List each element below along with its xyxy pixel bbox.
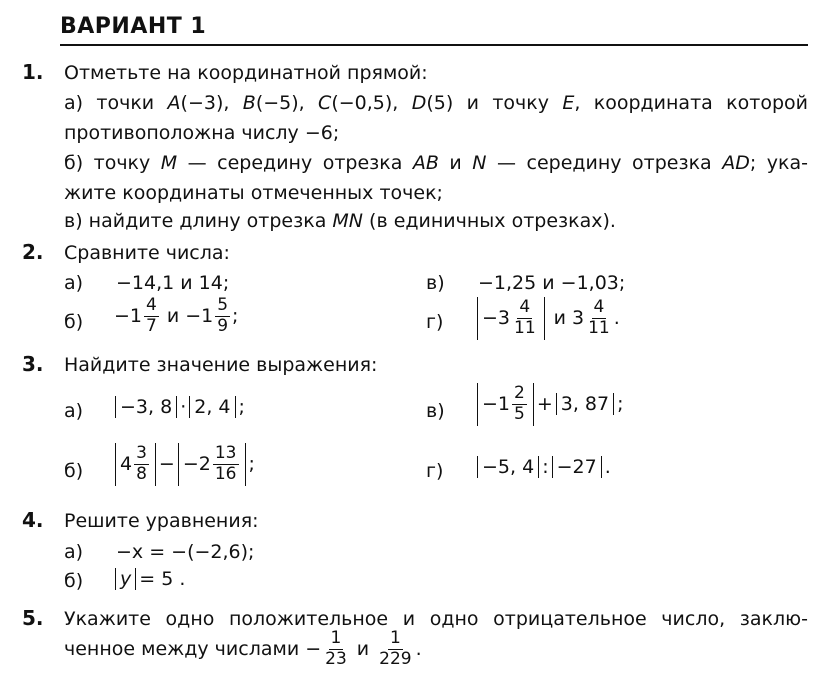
variable-y: y bbox=[120, 568, 132, 590]
point-e: E bbox=[562, 92, 575, 114]
task-2b-label: б) bbox=[64, 311, 84, 333]
task-4-number: 4. bbox=[22, 508, 44, 532]
text: (−0,5), bbox=[331, 92, 412, 114]
task-1-line-3: противоположна числу −6; bbox=[64, 122, 340, 144]
task-2-heading: Сравните числа: bbox=[64, 242, 230, 264]
absolute-value bbox=[477, 383, 534, 426]
denominator: 16 bbox=[214, 463, 237, 484]
text: −5, 4 bbox=[482, 456, 535, 478]
text: , координата которой bbox=[574, 92, 808, 114]
text: . bbox=[604, 456, 611, 478]
denominator: 23 bbox=[325, 648, 347, 669]
absolute-value bbox=[115, 568, 136, 590]
fraction bbox=[586, 299, 612, 338]
text: −3, 8 bbox=[120, 396, 173, 418]
text: б) точку bbox=[64, 152, 161, 174]
task-3g-expression bbox=[474, 456, 611, 478]
text: −1 bbox=[482, 393, 511, 416]
text: и bbox=[166, 305, 180, 328]
task-4b-label: б) bbox=[64, 570, 84, 592]
absolute-value bbox=[552, 456, 602, 478]
task-4-heading: Решите уравнения: bbox=[64, 510, 259, 532]
text: −1 bbox=[114, 305, 143, 328]
denominator: 7 bbox=[146, 315, 157, 336]
text: (−5), bbox=[255, 92, 319, 114]
point-m: M bbox=[160, 152, 178, 174]
text: − bbox=[158, 453, 175, 476]
task-3a-label: а) bbox=[64, 400, 84, 422]
denominator: 9 bbox=[217, 315, 229, 336]
text: и bbox=[356, 638, 370, 661]
numerator: 13 bbox=[214, 443, 237, 463]
task-2a-label: а) bbox=[64, 272, 84, 294]
task-2v-label: в) bbox=[426, 272, 445, 294]
text: и bbox=[438, 152, 473, 174]
task-2v-expression: −1,25 и −1,03; bbox=[478, 272, 626, 294]
numerator: 1 bbox=[389, 628, 401, 648]
text: + bbox=[536, 393, 553, 416]
denominator: 8 bbox=[136, 463, 147, 484]
task-5-number: 5. bbox=[22, 606, 44, 630]
task-3b-label: б) bbox=[64, 460, 84, 482]
fraction bbox=[144, 297, 159, 336]
text: · bbox=[180, 396, 187, 418]
denominator: 11 bbox=[588, 317, 610, 338]
numerator: 4 bbox=[146, 295, 157, 315]
task-3a-expression bbox=[112, 396, 245, 418]
fraction bbox=[134, 445, 149, 484]
numerator: 4 bbox=[593, 297, 605, 317]
text: ченное между числами − bbox=[64, 638, 322, 661]
text: — середину отрезка bbox=[177, 152, 413, 174]
numerator: 3 bbox=[136, 443, 147, 463]
text: ; ука- bbox=[749, 152, 808, 174]
text: 2, 4 bbox=[194, 396, 231, 418]
numerator: 2 bbox=[514, 383, 525, 403]
title-underline bbox=[60, 44, 808, 46]
text: −2 bbox=[182, 453, 211, 476]
absolute-value bbox=[189, 396, 235, 418]
denominator: 11 bbox=[514, 317, 536, 338]
task-5-line-2 bbox=[64, 630, 422, 669]
task-4a-label: а) bbox=[64, 541, 84, 563]
text: . bbox=[613, 307, 620, 330]
absolute-value bbox=[178, 443, 246, 486]
task-1-line-5: жите координаты отмеченных точек; bbox=[64, 182, 443, 204]
text: (5) и точку bbox=[426, 92, 563, 114]
variant-title: ВАРИАНТ 1 bbox=[60, 14, 207, 39]
numerator: 4 bbox=[519, 297, 531, 317]
text: — середину отрезка bbox=[486, 152, 723, 174]
task-2b-expression bbox=[114, 297, 238, 336]
text: 3 bbox=[572, 307, 585, 330]
text: 3, 87 bbox=[560, 393, 610, 416]
segment-ad: AD bbox=[722, 152, 750, 174]
text: а) точки bbox=[64, 92, 168, 114]
fraction bbox=[377, 630, 413, 669]
task-4a-equation: −x = −(−2,6); bbox=[116, 541, 255, 563]
point-c: C bbox=[318, 92, 332, 114]
task-1-line-6 bbox=[64, 210, 616, 232]
absolute-value bbox=[556, 393, 614, 415]
fraction bbox=[512, 299, 538, 338]
segment-mn: MN bbox=[332, 210, 363, 232]
text: (в единичных отрезках). bbox=[363, 210, 616, 232]
task-3v-label: в) bbox=[426, 400, 445, 422]
text: 4 bbox=[120, 453, 133, 476]
task-2-number: 2. bbox=[22, 240, 44, 264]
segment-ab: AB bbox=[412, 152, 439, 174]
denominator: 229 bbox=[379, 648, 412, 669]
text: −27 bbox=[556, 456, 597, 478]
fraction bbox=[215, 297, 230, 336]
text: ; bbox=[617, 393, 624, 416]
absolute-value bbox=[115, 443, 156, 486]
task-1-line-1: Отметьте на координатной прямой: bbox=[64, 62, 428, 84]
task-3-number: 3. bbox=[22, 352, 44, 376]
text: ; bbox=[248, 453, 255, 476]
text: и bbox=[553, 307, 567, 330]
text: ; bbox=[232, 305, 239, 328]
text: = 5 . bbox=[139, 568, 186, 590]
task-4b-equation bbox=[112, 568, 185, 590]
fraction bbox=[213, 445, 239, 484]
task-1-line-4 bbox=[64, 152, 808, 174]
task-3-heading: Найдите значение выражения: bbox=[64, 354, 378, 376]
point-d: D bbox=[411, 92, 427, 114]
text: в) найдите длину отрезка bbox=[64, 210, 333, 232]
task-2g-expression bbox=[474, 297, 620, 340]
task-5-line-1: Укажите одно положительное и одно отрицательное число, заклю- bbox=[64, 608, 808, 630]
absolute-value bbox=[477, 456, 539, 478]
denominator: 5 bbox=[514, 403, 525, 424]
absolute-value bbox=[115, 396, 177, 418]
task-3v-expression bbox=[474, 383, 624, 426]
numerator: 5 bbox=[217, 295, 229, 315]
absolute-value bbox=[477, 297, 545, 340]
task-3g-label: г) bbox=[426, 460, 444, 482]
task-2g-label: г) bbox=[426, 311, 444, 333]
text: ; bbox=[238, 396, 245, 418]
fraction bbox=[323, 630, 349, 669]
text: −3 bbox=[482, 307, 511, 330]
fraction bbox=[512, 385, 527, 424]
text: (−3), bbox=[180, 92, 243, 114]
task-1-number: 1. bbox=[22, 60, 44, 84]
task-1-line-2 bbox=[64, 92, 808, 114]
text: −1 bbox=[185, 305, 214, 328]
point-n: N bbox=[472, 152, 487, 174]
task-2a-expression: −14,1 и 14; bbox=[116, 272, 230, 294]
numerator: 1 bbox=[330, 628, 342, 648]
text: : bbox=[542, 456, 549, 478]
point-a: A bbox=[167, 92, 181, 114]
text: . bbox=[415, 638, 422, 661]
task-3b-expression bbox=[112, 443, 255, 486]
point-b: B bbox=[242, 92, 256, 114]
